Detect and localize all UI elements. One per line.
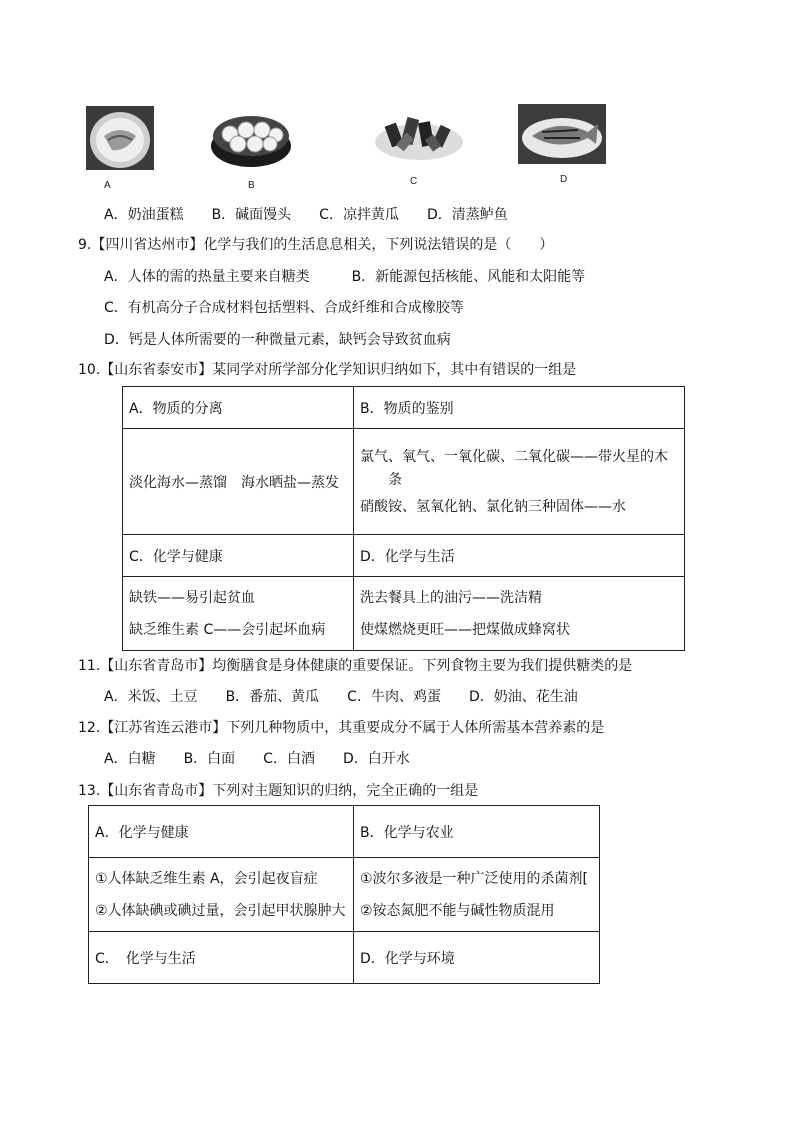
q10-cell-c-head: C．化学与健康 <box>123 535 354 577</box>
q10-table <box>122 386 685 651</box>
q12-options: A．白糖 B．白面 C．白酒 D．白开水 <box>104 751 410 767</box>
steamed-buns-photo <box>210 106 292 168</box>
q9-option-c: C．有机高分子合成材料包括塑料、合成纤维和合成橡胶等 <box>104 300 464 316</box>
q10-cell-d-body <box>354 577 685 651</box>
cake-photo <box>86 106 154 170</box>
q10-b-line-1: 氯气、氧气、一氧化碳、二氧化碳——带火星的木 <box>360 448 668 465</box>
q13-b-line-1: ①波尔多液是一种广泛使用的杀菌剂[ <box>360 870 589 887</box>
q13-cell-a-head: A．化学与健康 <box>89 806 354 858</box>
image-label-b: B <box>248 180 255 191</box>
image-label-d: D <box>560 174 568 185</box>
q10-c-line-2: 缺乏维生素 C——会引起坏血病 <box>129 621 326 638</box>
q13-cell-b-head: B．化学与农业 <box>354 806 600 858</box>
q13-cell-d-head: D．化学与环境 <box>354 932 600 984</box>
q8-options: A．奶油蛋糕 B．碱面馒头 C．凉拌黄瓜 D．清蒸鲈鱼 <box>104 207 508 223</box>
q10-b-line-2: 硝酸铵、氢氧化钠、氯化钠三种固体——水 <box>360 498 626 515</box>
q12-stem: 12.【江苏省连云港市】下列几种物质中，其重要成分不属于人体所需基本营养素的是 <box>78 720 605 736</box>
q9-stem: 9.【四川省达州市】化学与我们的生活息息相关，下列说法错误的是（ ） <box>78 237 554 253</box>
q13-table <box>88 805 600 984</box>
q10-cell-b-head: B．物质的鉴别 <box>354 387 685 429</box>
q13-stem: 13.【山东省青岛市】下列对主题知识的归纳，完全正确的一组是 <box>78 783 479 799</box>
q13-b-line-2: ②铵态氮肥不能与碱性物质混用 <box>360 902 555 919</box>
q10-cell-a-head: A．物质的分离 <box>123 387 354 429</box>
q9-option-d: D．钙是人体所需要的一种微量元素，缺钙会导致贫血病 <box>104 332 451 348</box>
q13-cell-b-body <box>354 858 600 932</box>
q9-option-ab: A．人体的需的热量主要来自糖类 B．新能源包括核能、风能和太阳能等 <box>104 269 586 285</box>
q10-cell-c-body <box>123 577 354 651</box>
q10-c-line-1: 缺铁——易引起贫血 <box>129 589 255 606</box>
q13-a-line-2: ②人体缺碘或碘过量，会引起甲状腺肿大 <box>95 902 346 919</box>
image-label-a: A <box>104 180 111 191</box>
q10-stem: 10.【山东省泰安市】某同学对所学部分化学知识归纳如下，其中有错误的一组是 <box>78 362 577 378</box>
q10-cell-d-head: D．化学与生活 <box>354 535 685 577</box>
q11-stem: 11.【山东省青岛市】均衡膳食是身体健康的重要保证。下列食物主要为我们提供糖类的是 <box>78 658 633 674</box>
cucumber-salad-photo <box>374 108 464 164</box>
q10-b-line-1b: 条 <box>388 471 402 488</box>
image-label-c: C <box>410 176 418 187</box>
steamed-fish-photo <box>518 104 606 164</box>
q13-cell-c-head: C． 化学与生活 <box>89 932 354 984</box>
q10-d-line-1: 洗去餐具上的油污——洗洁精 <box>360 589 542 606</box>
q10-d-line-2: 使煤燃烧更旺——把煤做成蜂窝状 <box>360 621 570 638</box>
q13-cell-a-body <box>89 858 354 932</box>
q10-cell-a-body: 淡化海水—蒸馏 海水晒盐—蒸发 <box>123 429 354 535</box>
q11-options: A．米饭、土豆 B．番茄、黄瓜 C．牛肉、鸡蛋 D．奶油、花生油 <box>104 689 578 705</box>
q10-cell-b-body <box>354 429 685 535</box>
q13-a-line-1: ①人体缺乏维生素 A，会引起夜盲症 <box>95 870 318 887</box>
